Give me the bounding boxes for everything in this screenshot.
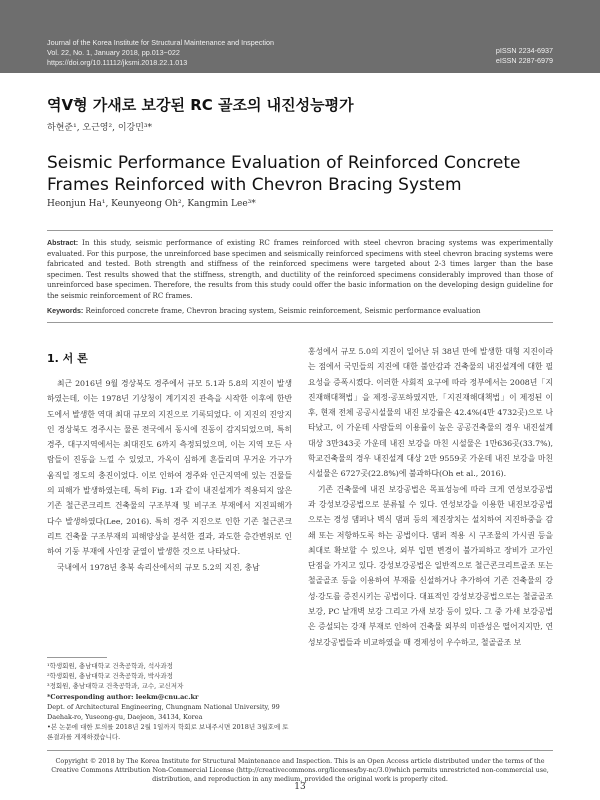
pissn: pISSN 2234-6937 [495, 46, 553, 55]
copyright-rule [47, 750, 553, 751]
author-address: Dept. of Architectural Engineering, Chungnam National University, 99 Daehak-ro, Yuseong-gu, Daejeon, 34134, Korea [47, 702, 280, 722]
footnotes [47, 657, 292, 743]
keywords [47, 306, 553, 316]
left-column [47, 376, 292, 575]
discussion-note: •본 논문에 대한 토의를 2018년 2월 1일까지 학회로 보내주시면 2018년 3월호에 토론결과를 게재하겠습니다. [47, 723, 289, 742]
footnote-1: ¹학생회원, 충남대학교 건축공학과, 석사과정 [47, 662, 173, 670]
footnote-separator [47, 657, 107, 658]
keywords-text: Reinforced concrete frame, Chevron bracing system, Seismic reinforcement, Seismic performance evaluation [85, 306, 481, 315]
title-korean: 역V형 가새로 보강된 RC 골조의 내진성능평가 [47, 96, 354, 114]
header-right [496, 46, 553, 66]
volume-info: Vol. 22, No. 1, January 2018, pp.013~022 [47, 48, 180, 57]
authors-korean: 하현준¹, 오근영², 이강민³* [47, 123, 153, 133]
footnote-3: ³정회원, 충남대학교 건축공학과, 교수, 교신저자 [47, 682, 184, 691]
journal-header [0, 0, 600, 73]
paragraph: 최근 2016년 9월 경상북도 경주에서 규모 5.1과 5.8의 지진이 발생하였는데, 이는 1978년 기상청이 계기지진 관측을 시작한 이후에 한반도에서 발생한 역대 최대 규모의 지진으로 기록되었다. 이 지진의 진앙지인 경상북도 경주시는 물론 전국에서 동시에 진동이 감지되었으며, 특히 경주, 대구지역에서는 최대진도 6까지 측정되었으며, 이는 지역 모든 사람들이 진동을 느낄 수 있었고, 가옥이 심하게 흔들리며 무거운 가구가 움직일 정도의 충진이었다. 이로 인하여 경주와 인근지역에 있는 건물들의 피해가 발생하였는데, 특히 Fig. 1과 같이 내진설계가 적용되지 않은 기존 철근콘크리트 건축물의 구조부재 및 비구조 부재에서 지진피해가 다수 발생하였다(Lee, 2016). 특히 경주 지진으로 인한 기존 철근콘크리트 건축물 구조부재의 피해양상을 분석한 결과, 과도한 층간변위로 인하여 기둥 부재에 사인장 균열이 발생한 것으로 나타났다. [47, 379, 292, 557]
corresponding-author: *Corresponding author: leekm@cnu.ac.kr [47, 692, 199, 701]
page-number: 13 [294, 782, 306, 792]
authors-english: Heonjun Ha¹, Keunyeong Oh², Kangmin Lee³* [47, 199, 256, 209]
paragraph: 홍성에서 규모 5.0의 지진이 일어난 뒤 38년 만에 발생한 대형 지진이라는 점에서 국민들의 지진에 대한 불안감과 건축물의 내진설계에 대한 필요성을 증폭시켰다. 이러한 사회적 요구에 따라 정부에서는 2008년「지진재해대책법」을 제정·공포하였지만,「지진재해대책법」이 제정된 이후, 현재 전체 공공시설물의 내진 보강률은 42.4%(4만 4732곳)으로 나타났고, 이 가운데 사람들의 이용률이 높은 공공건축물의 경우 내진설계 대상 3만343곳 가운데 내진 보강을 마친 시설물은 1만636곳(33.7%), 학교건축물의 경우 내진설계 대상 2만 9559곳 가운데 내진 보강을 마친 시설물은 6727곳(22.8%)에 불과하다(Oh et al., 2016). [308, 347, 553, 479]
footnote-2: ²학생회원, 충남대학교 건축공학과, 박사과정 [47, 672, 173, 681]
keywords-label: Keywords: [47, 307, 84, 315]
abstract-label: Abstract: [47, 239, 79, 247]
header-left [47, 38, 274, 68]
abstract-text: In this study, seismic performance of existing RC frames reinforced with steel chevron bracing systems was experimentally evaluated. For this purpose, the unreinforced base specimen and seismically reinforced specimens with steel chevron bracing systems were fabricated and tested. Both strength and stiffness of the reinforced specimens were targeted about 2-3 times larger than the base specimen. Test results showed that the stiffness, strength, and ductility of the reinforced specimens considerably improved than those of unreinforced base specimen. Therefore, the results from this study could offer the basic information on the developing design guideline for the seismic reinforcement of RC frames. [47, 238, 553, 300]
paragraph: 국내에서 1978년 충북 속리산에서의 규모 5.2의 지진, 충남 [57, 562, 260, 572]
journal-name: Journal of the Korea Institute for Structural Maintenance and Inspection [47, 38, 274, 47]
eissn: eISSN 2287-6979 [495, 56, 553, 65]
right-column [308, 344, 553, 650]
abstract-top-rule [47, 230, 553, 231]
title-english: Seismic Performance Evaluation of Reinforced Concrete Frames Reinforced with Chevron Bracing System [47, 153, 521, 195]
abstract [47, 238, 553, 302]
copyright-notice: Copyright © 2018 by The Korea Institute for Structural Maintenance and Inspection. This is an Open Access article distributed under the terms of the Creative Commons Attribution Non-Commercial License (http://creativecommons.org/licenses/by-nc/3.0)which permits unrestricted non-commercial use, distribution, and reproduction in any medium, provided the original work is properly cited. [51, 757, 549, 783]
abstract-bottom-rule [47, 322, 553, 323]
section-title: 1. 서 론 [47, 352, 88, 365]
doi-link[interactable]: https://doi.org/10.11112/jksmi.2018.22.1.013 [47, 58, 188, 67]
paragraph: 기존 건축물에 내진 보강공법은 목표성능에 따라 크게 연성보강공법과 강성보강공법으로 분류될 수 있다. 연성보강을 이용한 내진보강공법으로는 경성 댐퍼나 벽식 댐퍼 등의 제진장치는 설치하여 지진하중을 감쇄 또는 저항하도록 하는 공법이다. 댐퍼 적용 시 구조물의 가시권 등을 최대로 확보할 수 있으나, 외부 입면 변경이 불가피하고 장비가 고가인 단점을 가지고 있다. 강성보강공법은 일반적으로 철근콘크리트골조 또는 철골골조 등을 이용하여 부재를 신설하거나 추가하여 기존 건축물의 강성·강도를 증진시키는 공법이다. 대표적인 강성보강공법으로는 철골골조 보강, PC 낱개벽 보강 그리고 가새 보강 등이 있다. 그 중 가새 보강공법은 증설되는 강재 부재로 인하여 건축물 외부의 미관성은 떨어지지만, 연성보강공법들과 비교하였을 때 경제성이 우수하고, 철골골조 보 [308, 484, 553, 647]
